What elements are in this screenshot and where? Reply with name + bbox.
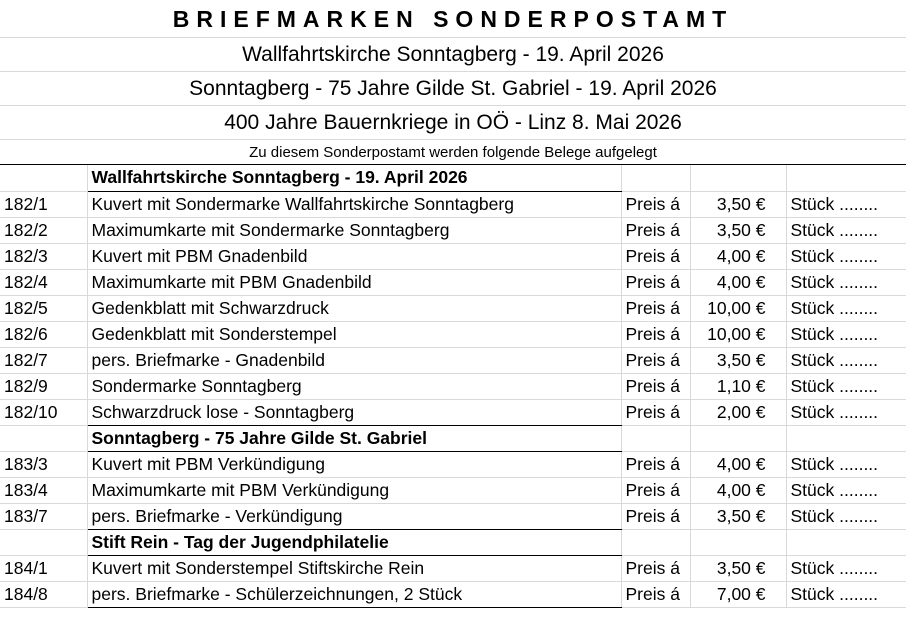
empty-cell (786, 425, 906, 451)
item-code: 184/1 (0, 555, 87, 581)
quantity-field: Stück ........ (786, 477, 906, 503)
table-row (0, 217, 906, 243)
items-table (0, 165, 906, 608)
item-code: 183/4 (0, 477, 87, 503)
empty-cell (786, 165, 906, 191)
event-line-gilde: Sonntagberg - 75 Jahre Gilde St. Gabriel - 19. April 2026 (0, 72, 906, 106)
table-row (0, 295, 906, 321)
item-description: Kuvert mit Sondermarke Wallfahrtskirche Sonntagberg (87, 191, 621, 217)
empty-cell (621, 529, 690, 555)
item-price: 2,00 € (690, 399, 786, 425)
table-row (0, 243, 906, 269)
quantity-field: Stück ........ (786, 191, 906, 217)
item-price: 10,00 € (690, 321, 786, 347)
item-code: 184/8 (0, 581, 87, 607)
price-label: Preis á (621, 347, 690, 373)
quantity-field: Stück ........ (786, 581, 906, 607)
item-code: 182/6 (0, 321, 87, 347)
item-price: 3,50 € (690, 217, 786, 243)
item-description: Maximumkarte mit PBM Gnadenbild (87, 269, 621, 295)
price-label: Preis á (621, 269, 690, 295)
item-description: pers. Briefmarke - Gnadenbild (87, 347, 621, 373)
price-label: Preis á (621, 191, 690, 217)
price-label: Preis á (621, 451, 690, 477)
item-price: 4,00 € (690, 269, 786, 295)
empty-cell (786, 529, 906, 555)
item-description: Kuvert mit PBM Verkündigung (87, 451, 621, 477)
intro-note: Zu diesem Sonderpostamt werden folgende Belege aufgelegt (0, 140, 906, 165)
section-header-row (0, 165, 906, 191)
item-description: Schwarzdruck lose - Sonntagberg (87, 399, 621, 425)
item-description: Gedenkblatt mit Schwarzdruck (87, 295, 621, 321)
item-price: 1,10 € (690, 373, 786, 399)
item-description: Gedenkblatt mit Sonderstempel (87, 321, 621, 347)
item-code: 182/3 (0, 243, 87, 269)
price-label: Preis á (621, 503, 690, 529)
price-label: Preis á (621, 295, 690, 321)
empty-cell (621, 425, 690, 451)
item-price: 7,00 € (690, 581, 786, 607)
empty-cell (621, 165, 690, 191)
table-row (0, 555, 906, 581)
item-code: 182/2 (0, 217, 87, 243)
section-header-row (0, 529, 906, 555)
price-label: Preis á (621, 399, 690, 425)
item-price: 3,50 € (690, 191, 786, 217)
item-code: 182/1 (0, 191, 87, 217)
price-label: Preis á (621, 217, 690, 243)
quantity-field: Stück ........ (786, 347, 906, 373)
quantity-field: Stück ........ (786, 321, 906, 347)
item-code: 182/4 (0, 269, 87, 295)
item-price: 4,00 € (690, 451, 786, 477)
quantity-field: Stück ........ (786, 295, 906, 321)
empty-cell (690, 165, 786, 191)
empty-cell (690, 529, 786, 555)
quantity-field: Stück ........ (786, 243, 906, 269)
quantity-field: Stück ........ (786, 503, 906, 529)
table-row (0, 451, 906, 477)
item-description: Maximumkarte mit Sondermarke Sonntagberg (87, 217, 621, 243)
quantity-field: Stück ........ (786, 217, 906, 243)
price-label: Preis á (621, 477, 690, 503)
item-code: 182/10 (0, 399, 87, 425)
table-row (0, 581, 906, 607)
price-label: Preis á (621, 555, 690, 581)
item-description: Sondermarke Sonntagberg (87, 373, 621, 399)
price-label: Preis á (621, 581, 690, 607)
item-description: pers. Briefmarke - Schülerzeichnungen, 2 Stück (87, 581, 621, 607)
item-code: 182/5 (0, 295, 87, 321)
quantity-field: Stück ........ (786, 451, 906, 477)
item-price: 3,50 € (690, 503, 786, 529)
item-description: Maximumkarte mit PBM Verkündigung (87, 477, 621, 503)
sheet-title: BRIEFMARKEN SONDERPOSTAMT (0, 0, 906, 38)
empty-cell (0, 165, 87, 191)
empty-cell (0, 425, 87, 451)
price-label: Preis á (621, 373, 690, 399)
table-row (0, 321, 906, 347)
section-title: Wallfahrtskirche Sonntagberg - 19. April 2026 (87, 165, 621, 191)
item-description: Kuvert mit PBM Gnadenbild (87, 243, 621, 269)
item-price: 4,00 € (690, 243, 786, 269)
table-row (0, 399, 906, 425)
event-line-bauernkriege: 400 Jahre Bauernkriege in OÖ - Linz 8. Mai 2026 (0, 106, 906, 140)
quantity-field: Stück ........ (786, 373, 906, 399)
table-row (0, 347, 906, 373)
item-code: 182/7 (0, 347, 87, 373)
section-title: Sonntagberg - 75 Jahre Gilde St. Gabriel (87, 425, 621, 451)
table-row (0, 373, 906, 399)
table-row (0, 191, 906, 217)
table-row (0, 503, 906, 529)
section-title: Stift Rein - Tag der Jugendphilatelie (87, 529, 621, 555)
item-description: Kuvert mit Sonderstempel Stiftskirche Rein (87, 555, 621, 581)
item-price: 10,00 € (690, 295, 786, 321)
item-price: 3,50 € (690, 555, 786, 581)
item-description: pers. Briefmarke - Verkündigung (87, 503, 621, 529)
empty-cell (0, 529, 87, 555)
empty-cell (690, 425, 786, 451)
table-row (0, 477, 906, 503)
item-code: 183/3 (0, 451, 87, 477)
item-code: 183/7 (0, 503, 87, 529)
quantity-field: Stück ........ (786, 399, 906, 425)
event-line-sonntagberg: Wallfahrtskirche Sonntagberg - 19. April 2026 (0, 38, 906, 72)
price-label: Preis á (621, 243, 690, 269)
item-code: 182/9 (0, 373, 87, 399)
quantity-field: Stück ........ (786, 269, 906, 295)
price-label: Preis á (621, 321, 690, 347)
item-price: 4,00 € (690, 477, 786, 503)
section-header-row (0, 425, 906, 451)
table-row (0, 269, 906, 295)
item-price: 3,50 € (690, 347, 786, 373)
quantity-field: Stück ........ (786, 555, 906, 581)
